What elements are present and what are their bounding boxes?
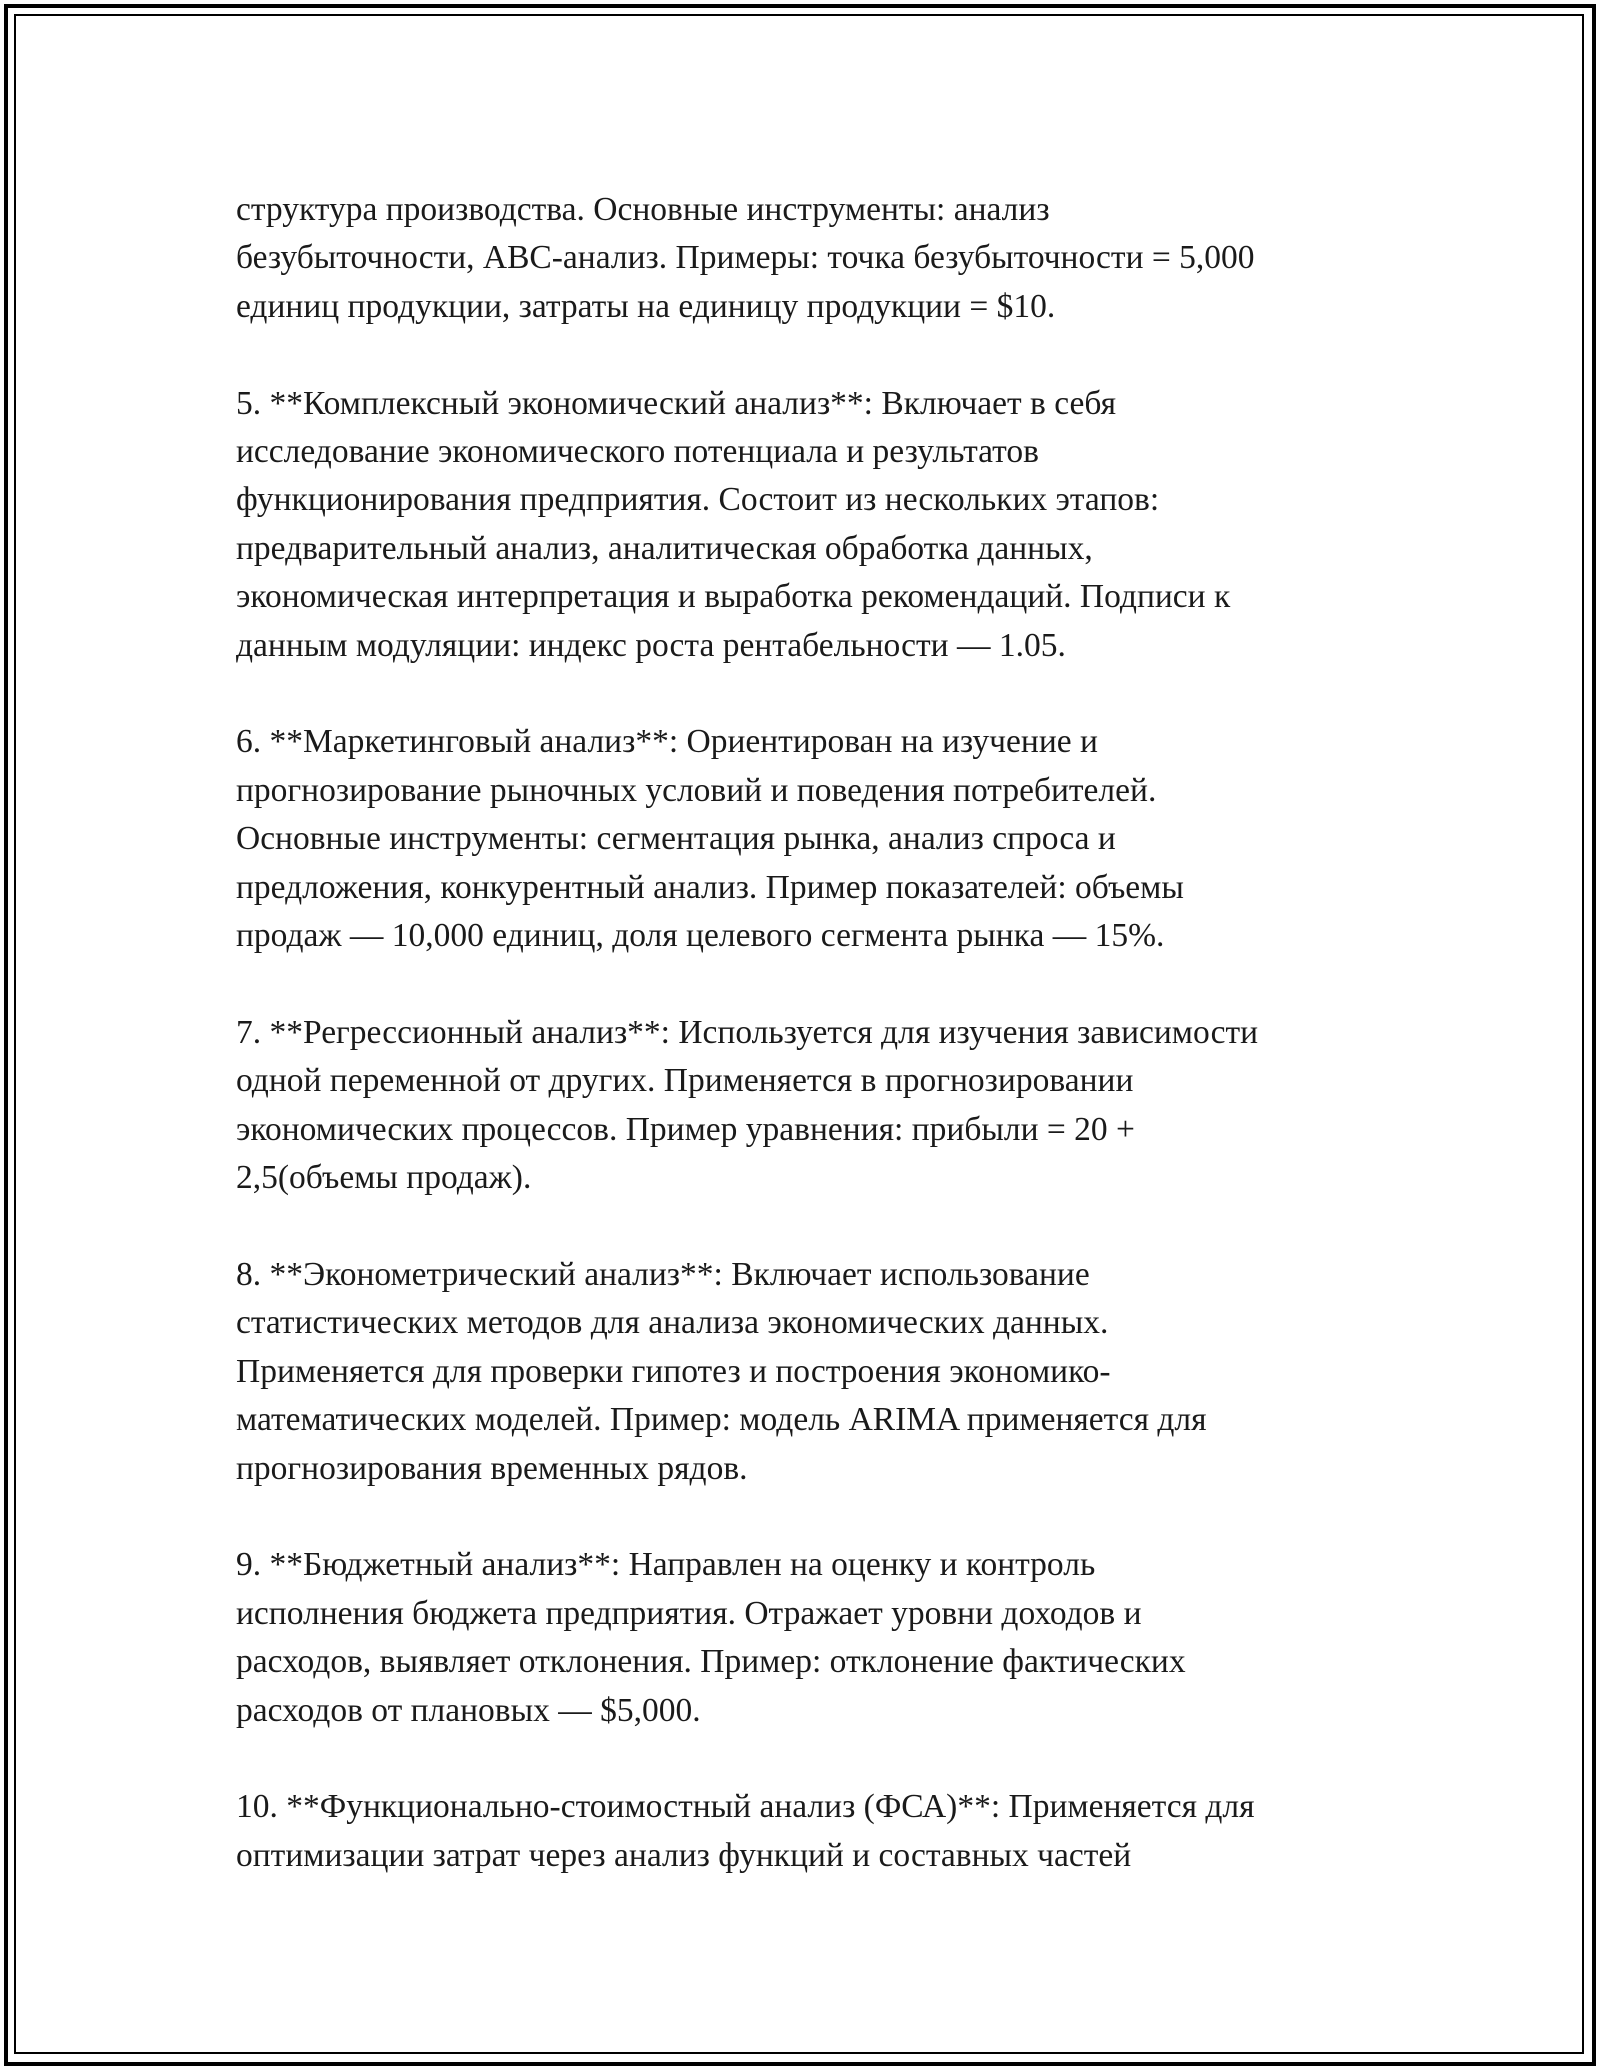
text-line: расходов, выявляет отклонения. Пример: отклонение фактических	[236, 1643, 1186, 1681]
text-line: 6. **Маркетинговый анализ**: Ориентирован на изучение и	[236, 723, 1098, 761]
text-line: прогнозирование рыночных условий и поведения потребителей.	[236, 771, 1157, 809]
paragraph-item-10	[236, 1783, 1386, 1880]
paragraph-item-9	[236, 1541, 1386, 1735]
text-line: безубыточности, ABC-анализ. Примеры: точка безубыточности = 5,000	[236, 239, 1255, 277]
paragraph-1	[236, 186, 1386, 331]
paragraph-item-7	[236, 1009, 1386, 1203]
text-line: экономических процессов. Пример уравнения: прибыли = 20 +	[236, 1110, 1135, 1148]
text-line: расходов от плановых — $5,000.	[236, 1691, 701, 1729]
text-line: Основные инструменты: сегментация рынка, анализ спроса и	[236, 820, 1116, 858]
text-line: 8. **Эконометрический анализ**: Включает использование	[236, 1255, 1090, 1293]
text-line: 7. **Регрессионный анализ**: Используется для изучения зависимости	[236, 1013, 1259, 1051]
text-line: предложения, конкурентный анализ. Пример показателей: объемы	[236, 868, 1184, 906]
paragraph-item-5	[236, 380, 1386, 670]
text-line: одной переменной от других. Применяется в прогнозировании	[236, 1062, 1134, 1100]
paragraph-item-6	[236, 718, 1386, 960]
text-line: прогнозирования временных рядов.	[236, 1449, 748, 1487]
text-line: 5. **Комплексный экономический анализ**: Включает в себя	[236, 384, 1117, 422]
text-line: единиц продукции, затраты на единицу продукции = $10.	[236, 287, 1056, 325]
paragraph-item-8	[236, 1251, 1386, 1493]
text-line: Применяется для проверки гипотез и построения экономико-	[236, 1352, 1111, 1390]
text-line: структура производства. Основные инструменты: анализ	[236, 191, 1050, 228]
text-line: исполнения бюджета предприятия. Отражает уровни доходов и	[236, 1594, 1142, 1632]
text-line: математических моделей. Пример: модель ARIMA применяется для	[236, 1401, 1207, 1439]
document-body	[236, 186, 1386, 1929]
text-line: статистических методов для анализа экономических данных.	[236, 1304, 1109, 1342]
text-line: оптимизации затрат через анализ функций и составных частей	[236, 1836, 1132, 1874]
text-line: исследование экономического потенциала и результатов	[236, 433, 1039, 471]
text-line: 2,5(объемы продаж).	[236, 1159, 532, 1197]
text-line: функционирования предприятия. Состоит из нескольких этапов:	[236, 481, 1160, 519]
text-line: продаж — 10,000 единиц, доля целевого сегмента рынка — 15%.	[236, 917, 1165, 955]
text-line: предварительный анализ, аналитическая обработка данных,	[236, 529, 1093, 567]
text-line: данным модуляции: индекс роста рентабельности — 1.05.	[236, 626, 1066, 664]
text-line: экономическая интерпретация и выработка рекомендаций. Подписи к	[236, 578, 1231, 616]
text-line: 9. **Бюджетный анализ**: Направлен на оценку и контроль	[236, 1546, 1096, 1584]
text-line: 10. **Функционально-стоимостный анализ (ФСА)**: Применяется для	[236, 1788, 1255, 1826]
